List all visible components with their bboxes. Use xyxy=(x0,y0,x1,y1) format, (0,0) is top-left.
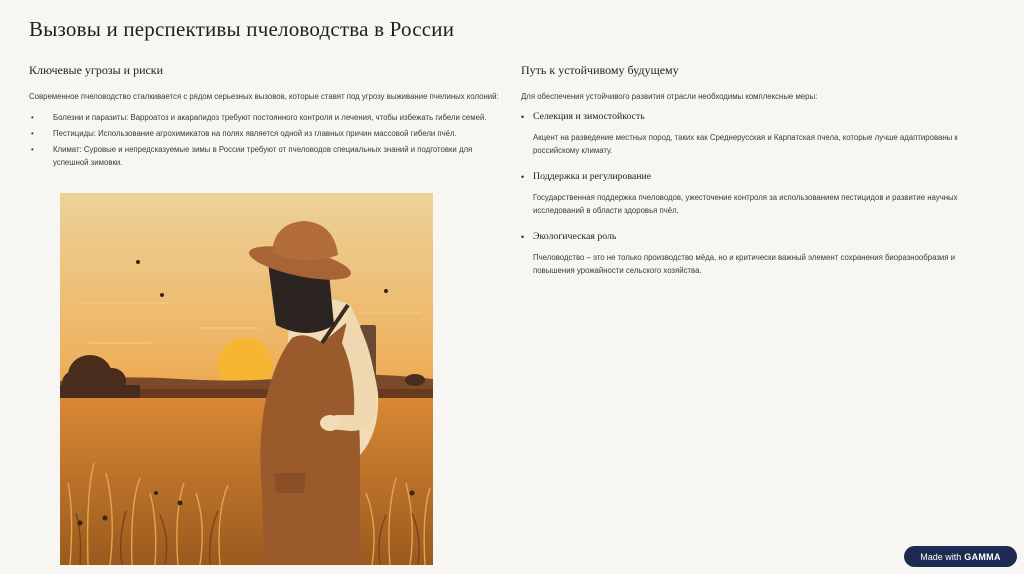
measure-item xyxy=(521,111,991,157)
pocket xyxy=(274,473,306,493)
list-item xyxy=(29,127,509,140)
future-intro: Для обеспечения устойчивого развития отрасли необходимы комплексные меры: xyxy=(521,92,818,101)
threat-text: Климат: Суровые и непредсказуемые зимы в России требуют от пчеловодов специальных знаний и подготовки для успешной зимовки. xyxy=(53,145,473,167)
measure-text: Пчеловодство – это не только производство мёда, но и критически важный элемент сохранения биоразнообразия и повышения урожайности сельского хозяйства. xyxy=(533,253,955,275)
beekeeper-illustration xyxy=(60,193,433,565)
threat-text: Болезни и паразиты: Варроатоз и акарапидоз требуют постоянного контроля и лечения, чтобы избежать гибели семей. xyxy=(53,113,487,122)
threats-intro: Современное пчеловодство сталкивается с рядом серьезных вызовов, которые ставят под угрозу выживание пчелиных колоний: xyxy=(29,92,499,101)
bullet-icon: • xyxy=(521,172,525,182)
list-item xyxy=(29,143,509,169)
threat-text: Пестициды: Использование агрохимикатов на полях является одной из главных причин массовой гибели пчёл. xyxy=(53,129,457,138)
bullet-icon: • xyxy=(521,112,525,122)
gamma-logo: GAMMA xyxy=(964,551,1001,562)
threats-section xyxy=(29,63,509,172)
threats-heading: Ключевые угрозы и риски xyxy=(29,63,164,77)
badge-prefix: Made with xyxy=(920,551,962,562)
measure-item xyxy=(521,171,991,217)
measure-text: Акцент на разведение местных пород, таких как Среднерусская и Карпатская пчела, которые лучше адаптированы к российскому климату. xyxy=(533,133,958,155)
bullet-icon: • xyxy=(31,145,34,154)
measure-text: Государственная поддержка пчеловодов, ужесточение контроля за использованием пестицидов и развитие научных исследований в области здоровья пчёл. xyxy=(533,193,958,215)
measure-title: Экологическая роль xyxy=(533,231,617,242)
bullet-icon: • xyxy=(31,113,34,122)
bullet-icon: • xyxy=(31,129,34,138)
threats-list xyxy=(29,111,509,169)
field xyxy=(60,398,433,565)
measure-item xyxy=(521,231,991,277)
made-with-gamma-badge[interactable] xyxy=(904,546,1017,567)
measure-title: Селекция и зимостойкость xyxy=(533,111,645,122)
future-heading: Путь к устойчивому будущему xyxy=(521,63,679,77)
measure-title: Поддержка и регулирование xyxy=(533,171,652,182)
list-item xyxy=(29,111,509,124)
future-section xyxy=(521,63,991,291)
page-title: Вызовы и перспективы пчеловодства в России xyxy=(29,17,455,41)
bullet-icon: • xyxy=(521,232,525,242)
hand xyxy=(320,415,340,431)
